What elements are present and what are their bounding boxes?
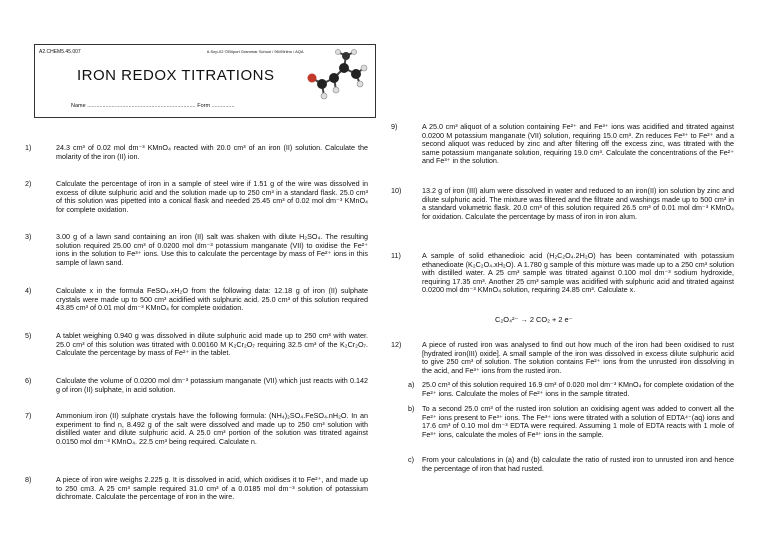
subpart-c	[408, 455, 734, 473]
question-number: 9)	[391, 122, 398, 131]
question-3	[25, 232, 368, 267]
name-form-line: Name ....................................................................... Form ...............	[71, 103, 235, 109]
question-number: 8)	[25, 475, 32, 484]
question-text: Calculate the percentage of iron in a sample of steel wire if 1.51 g of the wire was dissolved in excess of dilute sulphuric acid and the solution made up to 250 cm³ in a standard flask. 25.0 cm³ of this solution was pipetted into a conical flask and needed 25.45 cm³ of 0.02 mol dm⁻³ KMnO₄ for complete oxidation.	[56, 179, 368, 214]
question-text: Calculate x in the formula FeSO₄.xH₂O from the following data: 12.18 g of iron (II) sulphate crystals were made up to 500 cm³ acidified with sulphuric acid. 25.0 cm³ of this solution required 43.85 cm³ of 0.01 mol dm⁻³ KMnO₄ for complete oxidation.	[56, 286, 368, 313]
subpart-text: From your calculations in (a) and (b) calculate the ratio of rusted iron to unrusted iron and hence the percentage of iron that had rusted.	[422, 455, 734, 473]
question-text: A tablet weighing 0.940 g was dissolved in dilute sulphuric acid made up to 250 cm³ with water. 25.0 cm³ of this solution was titrated with 0.00160 M K₂Cr₂O₇ requiring 32.5 cm³ of the K₂Cr₂O₇. Calculate the percentage by mass of Fe²⁺ in the tablet.	[56, 331, 368, 358]
question-4	[25, 286, 368, 313]
subpart-label: a)	[408, 380, 415, 389]
question-text: 24.3 cm³ of 0.02 mol dm⁻³ KMnO₄ reacted with 20.0 cm³ of an iron (II) solution. Calculate the molarity of the iron (II) ion.	[56, 143, 368, 161]
question-text: A 25.0 cm³ aliquot of a solution containing Fe²⁺ and Fe³⁺ ions was acidified and titrated against 0.0200 M potassium manganate (VII) solution, requiring 15.0 cm³. Zn reduces Fe³⁺ to Fe²⁺ and a second aliquot was reduced by zinc and after filtering off the excess zinc, was titrated with the same potassium manganate solution, requiring 19.0 cm³. Calculate the concentrations of the Fe²⁺ and Fe³⁺ in the solution.	[422, 122, 734, 166]
question-number: 3)	[25, 232, 32, 241]
document-code: A2.CHEM5.45.007	[39, 49, 81, 55]
question-number: 7)	[25, 411, 32, 420]
question-number: 2)	[25, 179, 32, 188]
question-10	[391, 186, 734, 221]
question-number: 11)	[391, 251, 401, 260]
half-equation: C₂O₄²⁻ → 2 CO₂ + 2 e⁻	[495, 315, 573, 324]
question-11	[391, 251, 734, 295]
subpart-text: 25.0 cm³ of this solution required 16.9 cm³ of 0.020 mol dm⁻³ KMnO₄ for complete oxidation of the Fe²⁺ ions. Calculate the moles of Fe²⁺ ions in the sample titrated.	[422, 380, 734, 398]
molecule-model-image	[298, 48, 378, 110]
question-text: Calculate the volume of 0.0200 mol dm⁻³ potassium manganate (VII) which just reacts with 0.142 g of iron (II) sulphate, in acid solution.	[56, 376, 368, 394]
question-2	[25, 179, 368, 214]
question-number: 5)	[25, 331, 32, 340]
subpart-text: To a second 25.0 cm³ of the rusted iron solution an oxidising agent was added to convert all the Fe²⁺ ions present to Fe³⁺ ions. The Fe³⁺ ions were titrated with a solution of EDTA⁴⁻(aq) ions and 17.6 cm³ of 0.10 mol dm⁻³ EDTA were required. Assuming 1 mole of EDTA reacts with 1 mole of Fe³⁺ ions, calculate the moles of Fe³⁺ ions in the sample.	[422, 404, 734, 439]
question-9	[391, 122, 734, 166]
subpart-label: c)	[408, 455, 414, 464]
question-7	[25, 411, 368, 446]
question-number: 4)	[25, 286, 32, 295]
question-text: A piece of rusted iron was analysed to find out how much of the iron had been oxidised to rust [hydrated iron(III) oxide]. A small sample of the iron was dissolved in excess dilute sulphuric acid to give 250 cm³ of solution. The solution contains Fe²⁺ ions from the unrusted iron dissolving in the acid, and Fe³⁺ ions from the rusted iron.	[422, 340, 734, 375]
question-text: Ammonium iron (II) sulphate crystals have the following formula: (NH₄)₂SO₄.FeSO₄.nH₂O. In an experiment to find n, 8.492 g of the salt were dissolved and made up to 250 cm³ solution with distilled water and dilute sulphuric acid. A 25.0 cm³ portion of the solution was titrated against 0.0150 mol dm⁻³ KMnO₄. 22.5 cm³ being required. Calculate n.	[56, 411, 368, 446]
question-text: 3.00 g of a lawn sand containing an iron (II) salt was shaken with dilute H₂SO₄. The resulting solution required 25.00 cm³ of 0.0200 mol dm⁻³ potassium manganate (VII) to oxidise the Fe²⁺ ions in the solution to Fe³⁺ ions. Use this to calculate the percentage by mass of Fe²⁺ ions in this sample of lawn sand.	[56, 232, 368, 267]
question-number: 6)	[25, 376, 32, 385]
subpart-b	[408, 404, 734, 439]
question-text: 13.2 g of iron (III) alum were dissolved in water and reduced to an iron(II) ion solution by zinc and dilute sulphuric acid. The mixture was filtered and the filtrate and washings made up to 500 cm³ in a standard volumetric flask. 20.0 cm³ of this solution required 26.5 cm³ of 0.01 mol dm⁻³ KMnO₄ for oxidation. Calculate the percentage by mass of iron in iron alum.	[422, 186, 734, 221]
question-8	[25, 475, 368, 502]
question-text: A sample of solid ethanedioic acid (H₂C₂O₄.2H₂O) has been contaminated with potassium ethanedioate (K₂C₂O₄.xH₂O). A 1.780 g sample of this mixture was made up to a 250 cm³ solution with distilled water. A 25 cm³ sample was titrated against 0.100 mol dm⁻³ sodium hydroxide, requiring 17.35 cm³. Another 25 cm³ sample was acidified with sulphuric acid and titrated against 0.0200 mol dm⁻³ KMnO₄ solution, requiring 24.85 cm³. Calculate x.	[422, 251, 734, 295]
question-number: 10)	[391, 186, 402, 195]
question-text: A piece of iron wire weighs 2.225 g. It is dissolved in acid, which oxidises it to Fe²⁺, and made up to 250 cm3. A 25 cm³ sample required 31.0 cm³ of a 0.0185 mol dm⁻³ solution of potassium dichromate. Calculate the percentage of iron in the wire.	[56, 475, 368, 502]
question-number: 1)	[25, 143, 32, 152]
page-title: IRON REDOX TITRATIONS	[77, 67, 275, 84]
subpart-a	[408, 380, 734, 398]
question-5	[25, 331, 368, 358]
question-number: 12)	[391, 340, 402, 349]
question-1	[25, 143, 368, 161]
question-12	[391, 340, 734, 375]
subpart-label: b)	[408, 404, 415, 413]
document-meta: 6-Sep-02 ©Elliport Grammar School / 96/09rlino / AQA	[207, 49, 304, 54]
question-6	[25, 376, 368, 394]
